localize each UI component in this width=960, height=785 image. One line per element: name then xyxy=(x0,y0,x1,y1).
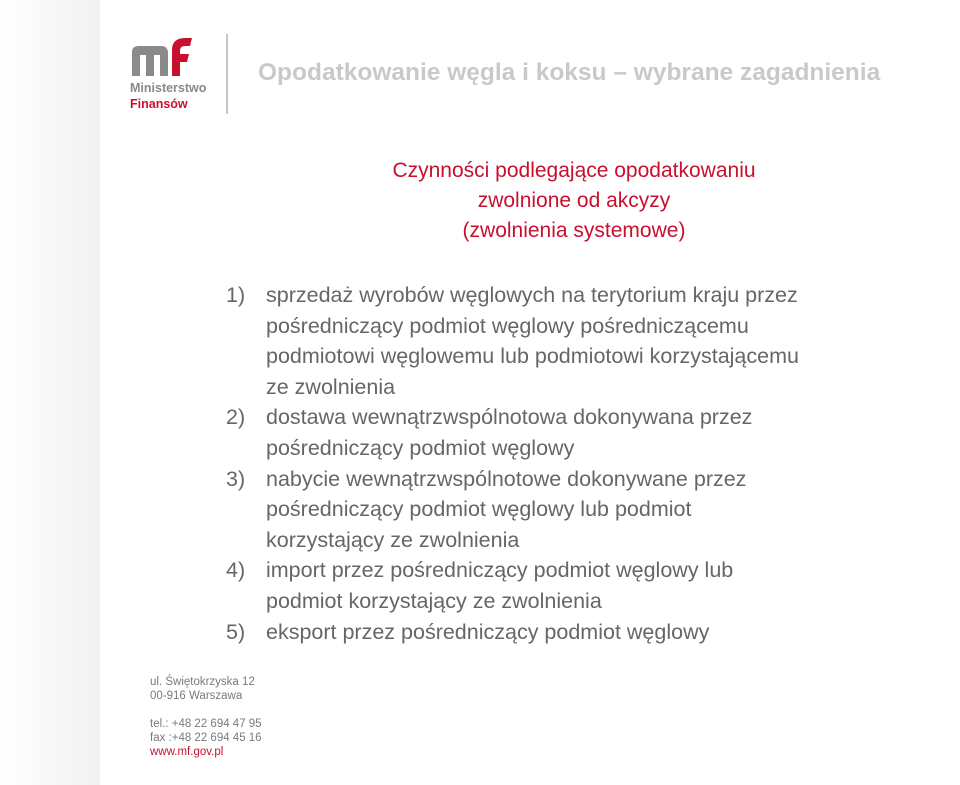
list-item-line: pośredniczący podmiot węglowy xyxy=(266,435,575,460)
list-item-line: eksport przez pośredniczący podmiot węglowy xyxy=(266,619,710,644)
list-item-number: 2) xyxy=(226,405,246,430)
list-item-line: nabycie wewnątrzwspólnotowe dokonywane przez xyxy=(266,466,747,491)
list-item-line: podmiot korzystający ze zwolnienia xyxy=(266,588,602,613)
list-item-line: dostawa wewnątrzwspólnotowa dokonywana przez xyxy=(266,405,753,430)
list-item-line: korzystający ze zwolnienia xyxy=(266,527,520,552)
address-fax: fax :+48 22 694 45 16 xyxy=(150,732,262,744)
address-city: 00-916 Warszawa xyxy=(150,690,243,702)
list-item-text xyxy=(266,280,946,402)
list-item xyxy=(226,555,946,616)
list-item-number: 3) xyxy=(226,466,246,491)
list-item-line: import przez pośredniczący podmiot węglowy lub xyxy=(266,558,734,583)
address-tel: tel.: +48 22 694 47 95 xyxy=(150,718,262,730)
left-gradient-band xyxy=(0,0,100,785)
logo-text-ministerstwo: Ministerstwo xyxy=(130,81,207,95)
list-item-line: pośredniczący podmiot węglowy pośredniczącemu xyxy=(266,313,749,338)
footer-address xyxy=(150,675,262,759)
subtitle-line: zwolnione od akcyzy xyxy=(477,189,671,212)
list-item-line: podmiotowi węglowemu lub podmiotowi korzystającemu xyxy=(266,344,799,369)
list-item xyxy=(226,280,946,402)
list-item-line: sprzedaż wyrobów węglowych na terytorium kraju przez xyxy=(266,283,798,307)
header-divider xyxy=(226,34,228,114)
exemption-list xyxy=(226,280,946,647)
list-item-text xyxy=(266,464,946,556)
subtitle-line: Czynności podlegające opodatkowaniu xyxy=(392,159,756,182)
list-item-line: ze zwolnienia xyxy=(266,374,396,399)
list-item-line: pośredniczący podmiot węglowy lub podmiot xyxy=(266,497,692,522)
page-title: Opodatkowanie węgla i koksu – wybrane zagadnienia xyxy=(258,59,881,86)
list-item xyxy=(226,464,946,556)
slide-subtitle xyxy=(300,156,848,246)
address-street: ul. Świętokrzyska 12 xyxy=(150,676,255,688)
list-item-number: 4) xyxy=(226,558,246,583)
logo-text-finansow: Finansów xyxy=(130,97,188,111)
address-spacer xyxy=(150,703,262,717)
mf-logo-mark-icon xyxy=(129,36,195,78)
list-item xyxy=(226,402,946,463)
ministry-logo xyxy=(129,30,229,120)
list-item-number: 1) xyxy=(226,283,246,307)
list-item-text xyxy=(266,402,946,463)
website-link[interactable]: www.mf.gov.pl xyxy=(150,746,224,758)
subtitle-line: (zwolnienia systemowe) xyxy=(462,219,686,242)
list-item-number: 5) xyxy=(226,619,246,644)
list-item xyxy=(226,617,946,648)
list-item-text xyxy=(266,555,946,616)
list-item-text xyxy=(266,617,946,648)
